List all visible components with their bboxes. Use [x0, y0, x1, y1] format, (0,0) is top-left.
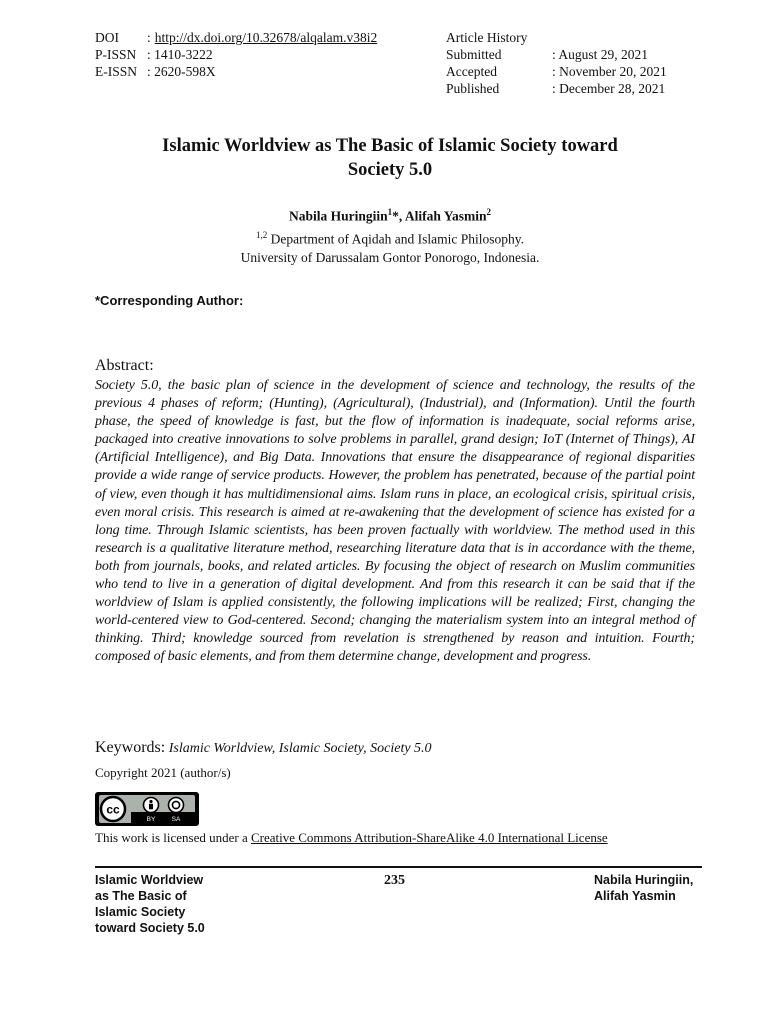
keywords-label: Keywords:	[95, 739, 166, 756]
doi-link[interactable]: http://dx.doi.org/10.32678/alqalam.v38i2	[154, 30, 378, 45]
cc-badge-panel	[99, 795, 195, 823]
author-2: Alifah Yasmin	[404, 208, 487, 224]
corresponding-mark: *,	[392, 208, 405, 224]
page-number: 235	[384, 873, 405, 888]
affiliation-line-2: University of Darussalam Gontor Ponorogo, Indonesia.	[240, 250, 540, 265]
author-block	[90, 203, 690, 267]
corresponding-author: *Corresponding Author:	[95, 293, 244, 308]
pissn-value: : 1410-3222	[147, 47, 213, 62]
doi-sep: :	[147, 30, 151, 45]
footer-running-authors	[594, 872, 714, 904]
cc-badge-strip	[131, 812, 195, 823]
author-names	[90, 203, 690, 226]
sa-icon	[169, 798, 184, 813]
license-prefix: This work is licensed under a	[95, 830, 251, 845]
footer-running-title	[95, 872, 235, 936]
author-1-sup: 1	[387, 207, 393, 217]
paper-title	[90, 134, 690, 182]
affiliation-department: Department of Aqidah and Islamic Philosophy.	[267, 231, 524, 246]
affiliation-sup: 1,2	[256, 229, 268, 240]
by-icon-body	[149, 804, 153, 810]
by-label: BY	[146, 816, 156, 823]
doi-key: DOI	[95, 30, 119, 45]
identifiers-block	[95, 29, 377, 80]
eissn-key: E-ISSN	[95, 64, 138, 79]
cc-by-sa-badge[interactable]	[95, 792, 199, 826]
cc-icon-label: cc	[106, 802, 120, 817]
footer-left-line-3: Islamic Society	[95, 905, 186, 919]
footer-right-line-1: Nabila Huringiin,	[594, 873, 694, 887]
abstract-text: Society 5.0, the basic plan of science in the development of science and technology, the results of the previous 4 phases of reform; (Hunting), (Agricultural), (Industrial), and (Information). Until the fourth phase, the speed of knowledge is fast, but the flow of information is inadequate, social reforms arise, packaged into creative innovations to solve problems in parallel, grand design; IoT (Internet of Things), AI (Artificial Intelligence), and Big Data. Innovations that ensure the disappearance of regional disparities provide a wide range of service products. However, the problem has penetrated, because of the partial point of view, even though it has multidimensional aims. Islam runs in place, an ecological crisis, spiritual crisis, even moral crisis. This research is aimed at re-awakening that the development of science has existed for a long time. Through Islamic scientists, has been proven factually with worldview. The method used in this research is a qualitative literature method, researching literature data that is in accordance with the theme, both from journals, books, and related articles. By focusing the object of research on Muslim communities who tend to live in a generation of digital development. And from this research it can be said that if the worldview of Islam is applied consistently, the following implications will be realized; First, changing the world-centered view to God-centered. Second; changing the materialism system into an integral method of thinking. Third; knowledge sourced from revelation is strengthened by reason and intuition. Fourth; composed of basic elements, and from them determine change, development and progress.	[95, 378, 695, 665]
by-icon-head	[149, 800, 152, 803]
affiliation-line-1	[90, 226, 690, 249]
license-link[interactable]: Creative Commons Attribution-ShareAlike 4.0 International License	[250, 830, 608, 845]
article-history-block	[446, 29, 667, 97]
copyright-notice: Copyright 2021 (author/s)	[95, 765, 231, 780]
footer-left-line-4: toward Society 5.0	[95, 921, 205, 935]
footer-right-line-2: Alifah Yasmin	[594, 889, 676, 903]
sa-label: SA	[171, 816, 181, 823]
license-line	[95, 830, 608, 846]
title-line-2: Society 5.0	[347, 160, 433, 180]
cc-badge-icons	[99, 795, 195, 823]
author-1: Nabila Huringiin	[288, 208, 388, 224]
footer-left-line-1: Islamic Worldview	[95, 873, 204, 887]
history-heading: Article History	[446, 30, 528, 45]
author-2-sup: 2	[486, 207, 492, 217]
pissn-key: P-ISSN	[95, 47, 137, 62]
published-label: Published	[446, 81, 500, 96]
accepted-value: : November 20, 2021	[552, 64, 667, 79]
accepted-label: Accepted	[446, 64, 497, 79]
eissn-value: : 2620-598X	[147, 64, 216, 79]
abstract-heading: Abstract:	[95, 357, 154, 374]
title-line-1: Islamic Worldview as The Basic of Islamic Society toward	[162, 136, 618, 156]
submitted-label: Submitted	[446, 47, 502, 62]
keywords	[95, 739, 432, 757]
published-value: : December 28, 2021	[552, 81, 666, 96]
submitted-value: : August 29, 2021	[552, 47, 649, 62]
footer-left-line-2: as The Basic of	[95, 889, 187, 903]
keywords-value: Islamic Worldview, Islamic Society, Society 5.0	[165, 741, 432, 756]
footer-divider	[95, 866, 702, 868]
